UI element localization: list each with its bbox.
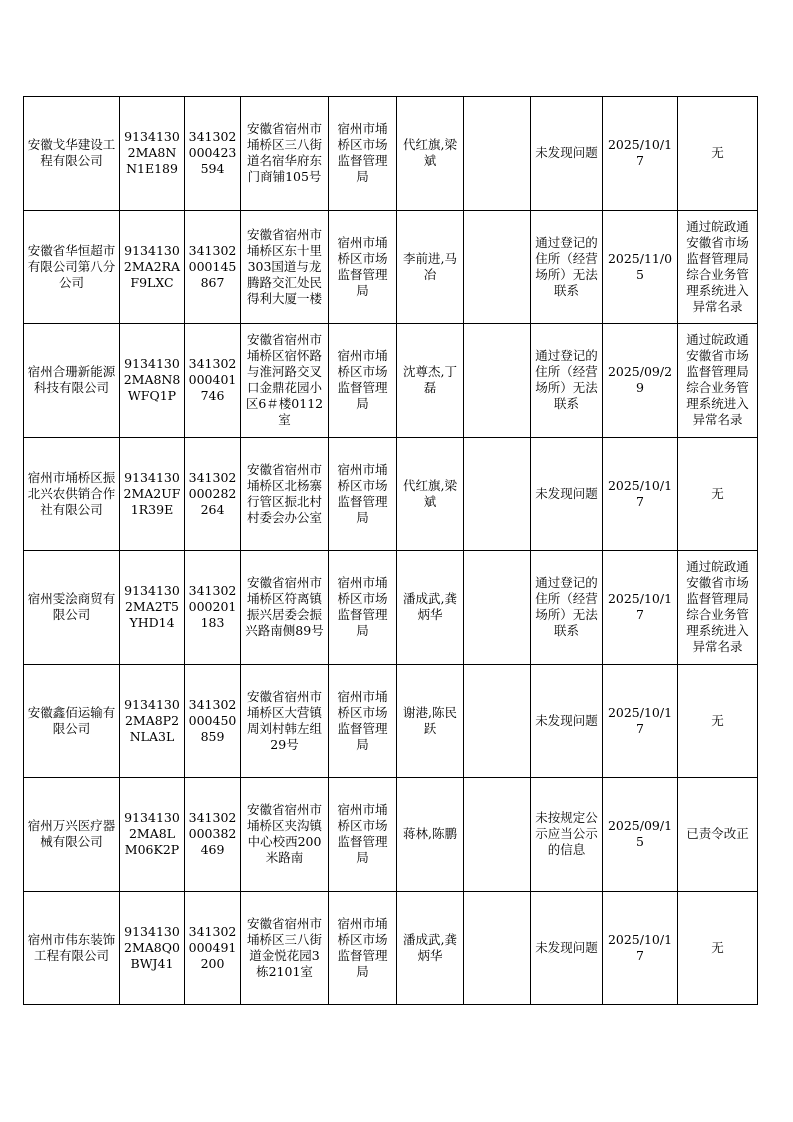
authority-cell: 宿州市埇桥区市场监督管理局 [329, 324, 397, 438]
table-row [24, 551, 758, 665]
handling-cell: 已责令改正 [678, 778, 758, 892]
inspectors-cell: 蒋林,陈鹏 [397, 778, 464, 892]
registration-number-cell: 341302000201183 [185, 551, 241, 665]
inspection-date-cell: 2025/11/05 [603, 210, 678, 324]
registration-number-cell: 341302000491200 [185, 891, 241, 1005]
credit-code-cell: 91341302MA8Q0BWJ41 [120, 891, 185, 1005]
address-cell: 安徽省宿州市埇桥区北杨寨行管区振北村村委会办公室 [241, 437, 329, 551]
blank-cell [464, 210, 531, 324]
company-name-cell: 宿州市埇桥区振北兴农供销合作社有限公司 [24, 437, 120, 551]
authority-cell: 宿州市埇桥区市场监督管理局 [329, 664, 397, 778]
inspection-result-cell: 通过登记的住所（经营场所）无法联系 [531, 551, 603, 665]
registration-number-cell: 341302000282264 [185, 437, 241, 551]
address-cell: 安徽省宿州市埇桥区夹沟镇中心校西200米路南 [241, 778, 329, 892]
inspection-result-cell: 通过登记的住所（经营场所）无法联系 [531, 324, 603, 438]
blank-cell [464, 891, 531, 1005]
credit-code-cell: 91341302MA8NN1E189 [120, 97, 185, 211]
table-row [24, 210, 758, 324]
handling-cell: 通过皖政通安徽省市场监督管理局综合业务管理系统进入异常名录 [678, 210, 758, 324]
inspection-result-cell: 未发现问题 [531, 664, 603, 778]
registration-number-cell: 341302000382469 [185, 778, 241, 892]
inspection-date-cell: 2025/10/17 [603, 97, 678, 211]
inspectors-cell: 李前进,马冶 [397, 210, 464, 324]
blank-cell [464, 551, 531, 665]
authority-cell: 宿州市埇桥区市场监督管理局 [329, 551, 397, 665]
inspectors-cell: 潘成武,龚炳华 [397, 891, 464, 1005]
company-name-cell: 宿州雯浍商贸有限公司 [24, 551, 120, 665]
authority-cell: 宿州市埇桥区市场监督管理局 [329, 778, 397, 892]
inspection-result-cell: 通过登记的住所（经营场所）无法联系 [531, 210, 603, 324]
handling-cell: 无 [678, 97, 758, 211]
credit-code-cell: 91341302MA2UF1R39E [120, 437, 185, 551]
inspectors-cell: 代红旗,梁斌 [397, 437, 464, 551]
company-name-cell: 安徽戈华建设工程有限公司 [24, 97, 120, 211]
table-row [24, 437, 758, 551]
credit-code-cell: 91341302MA8P2NLA3L [120, 664, 185, 778]
company-name-cell: 宿州市伟东装饰工程有限公司 [24, 891, 120, 1005]
handling-cell: 通过皖政通安徽省市场监督管理局综合业务管理系统进入异常名录 [678, 551, 758, 665]
address-cell: 安徽省宿州市埇桥区大营镇周刘村韩左组29号 [241, 664, 329, 778]
table-row [24, 664, 758, 778]
inspection-result-cell: 未按规定公示应当公示的信息 [531, 778, 603, 892]
inspection-table [23, 96, 758, 1005]
inspection-result-cell: 未发现问题 [531, 437, 603, 551]
company-name-cell: 安徽省华恒超市有限公司第八分公司 [24, 210, 120, 324]
blank-cell [464, 778, 531, 892]
inspection-date-cell: 2025/10/17 [603, 437, 678, 551]
handling-cell: 无 [678, 664, 758, 778]
registration-number-cell: 341302000423594 [185, 97, 241, 211]
company-name-cell: 宿州合珊新能源科技有限公司 [24, 324, 120, 438]
inspectors-cell: 潘成武,龚炳华 [397, 551, 464, 665]
table-row [24, 778, 758, 892]
company-name-cell: 宿州万兴医疗器械有限公司 [24, 778, 120, 892]
inspection-date-cell: 2025/10/17 [603, 664, 678, 778]
registration-number-cell: 341302000450859 [185, 664, 241, 778]
inspection-date-cell: 2025/10/17 [603, 891, 678, 1005]
address-cell: 安徽省宿州市埇桥区符离镇振兴居委会振兴路南侧89号 [241, 551, 329, 665]
address-cell: 安徽省宿州市埇桥区东十里303国道与龙腾路交汇处民得利大厦一楼 [241, 210, 329, 324]
address-cell: 安徽省宿州市埇桥区三八街道名宿华府东门商铺105号 [241, 97, 329, 211]
credit-code-cell: 91341302MA8LM06K2P [120, 778, 185, 892]
table-row [24, 891, 758, 1005]
inspection-date-cell: 2025/09/15 [603, 778, 678, 892]
authority-cell: 宿州市埇桥区市场监督管理局 [329, 97, 397, 211]
authority-cell: 宿州市埇桥区市场监督管理局 [329, 437, 397, 551]
handling-cell: 无 [678, 891, 758, 1005]
authority-cell: 宿州市埇桥区市场监督管理局 [329, 891, 397, 1005]
inspectors-cell: 代红旗,梁斌 [397, 97, 464, 211]
inspection-result-cell: 未发现问题 [531, 891, 603, 1005]
credit-code-cell: 91341302MA2RAF9LXC [120, 210, 185, 324]
address-cell: 安徽省宿州市埇桥区宿怀路与淮河路交叉口金鼎花园小区6＃楼0112室 [241, 324, 329, 438]
company-name-cell: 安徽鑫佰运输有限公司 [24, 664, 120, 778]
blank-cell [464, 324, 531, 438]
blank-cell [464, 97, 531, 211]
inspection-result-cell: 未发现问题 [531, 97, 603, 211]
authority-cell: 宿州市埇桥区市场监督管理局 [329, 210, 397, 324]
inspection-date-cell: 2025/09/29 [603, 324, 678, 438]
handling-cell: 无 [678, 437, 758, 551]
credit-code-cell: 91341302MA8N8WFQ1P [120, 324, 185, 438]
inspection-date-cell: 2025/10/17 [603, 551, 678, 665]
handling-cell: 通过皖政通安徽省市场监督管理局综合业务管理系统进入异常名录 [678, 324, 758, 438]
blank-cell [464, 664, 531, 778]
credit-code-cell: 91341302MA2T5YHD14 [120, 551, 185, 665]
inspectors-cell: 谢港,陈民跃 [397, 664, 464, 778]
inspectors-cell: 沈尊杰,丁磊 [397, 324, 464, 438]
table-row [24, 324, 758, 438]
blank-cell [464, 437, 531, 551]
registration-number-cell: 341302000401746 [185, 324, 241, 438]
table-row [24, 97, 758, 211]
registration-number-cell: 341302000145867 [185, 210, 241, 324]
address-cell: 安徽省宿州市埇桥区三八街道金悦花园3栋2101室 [241, 891, 329, 1005]
